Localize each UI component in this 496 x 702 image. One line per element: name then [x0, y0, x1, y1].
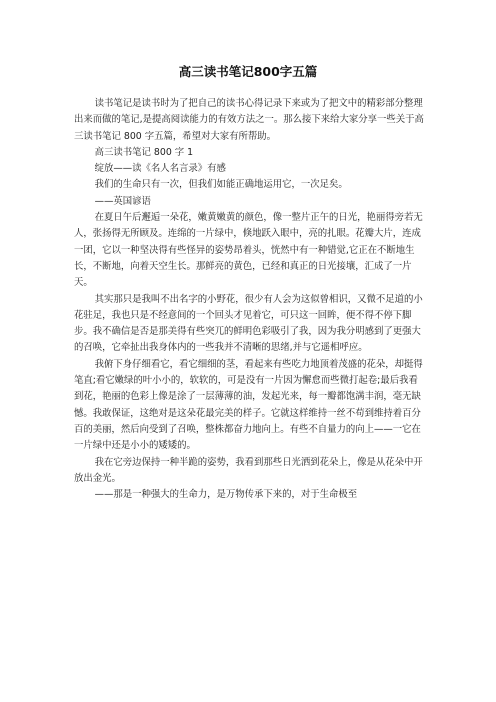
document-title: 高三读书笔记800字五篇: [178, 64, 318, 79]
paragraph: 我在它旁边保持一种半跪的姿势，我看到那些日光洒到花朵上，像是从花朵中开放出金光。: [74, 456, 423, 484]
essay-title: 绽放——读《名人名言录》有感: [94, 163, 226, 175]
document-body: [74, 96, 426, 503]
paragraph-intro: 读书笔记是读书时为了把自己的读书心得记录下来或为了把文中的精彩部分整理出来而做的笔记,是提高阅读能力的有效方法之一。那么接下来给大家分享一些关于高三读书笔记 800 字五篇，希望对大家有所帮助。: [74, 98, 424, 142]
paragraph: 在夏日午后邂逅一朵花，嫩黄嫩黄的颜色，像一整片正午的日光，艳丽得旁若无人，张扬得无所顾及。连绵的一片绿中，倏地跃入眼中，亮的扎眼。花瓣大片，连成一团，它以一种坚决得有些怪异的姿势昂着头，恍然中有一种错觉,它正在不断地生长，不断地，向着天空生长。那鲜亮的黄色，已经和真正的日光接壤，汇成了一片天。: [74, 212, 423, 289]
paragraph: ——那是一种强大的生命力，是万物传承下来的，对于生命极至: [94, 489, 358, 501]
paragraph: 其实那只是我叫不出名字的小野花，很少有人会为这似曾相识，又微不足道的小花驻足，我也只是不经意间的一个回头才见着它，可只这一回眸，便不得不停下脚步。我不确信是否是那美得有些突兀的鲜明色彩吸引了我，因为我分明感到了更强大的召唤，它牵扯出我身体内的一些我并不清晰的思绪,并与它遥相呼应。: [74, 293, 423, 354]
quote-text: 我们的生命只有一次，但我们如能正确地运用它，一次足矣。: [94, 179, 348, 191]
quote-source: ——英国谚语: [94, 195, 151, 207]
section-heading: 高三读书笔记 800 字 1: [94, 146, 194, 158]
paragraph: 我俯下身仔细看它，看它细细的茎，看起来有些吃力地顶着茂盛的花朵，却挺得笔直;看它嫩绿的叶小小的，软软的，可是没有一片因为懈怠而些微打起卷;最后我看到花，艳丽的色彩上像是涂了一层薄薄的油，发起光来，每一瓣都饱满丰润，毫无缺憾。我敢保证，这绝对是这朵花最完美的样子。它就这样维持一丝不苟到维持着百分百的美丽，然后向受到了召唤，整株都奋力地向上。有些不自量力的向上——一它在一片绿中还是小小的矮矮的。: [74, 358, 423, 452]
